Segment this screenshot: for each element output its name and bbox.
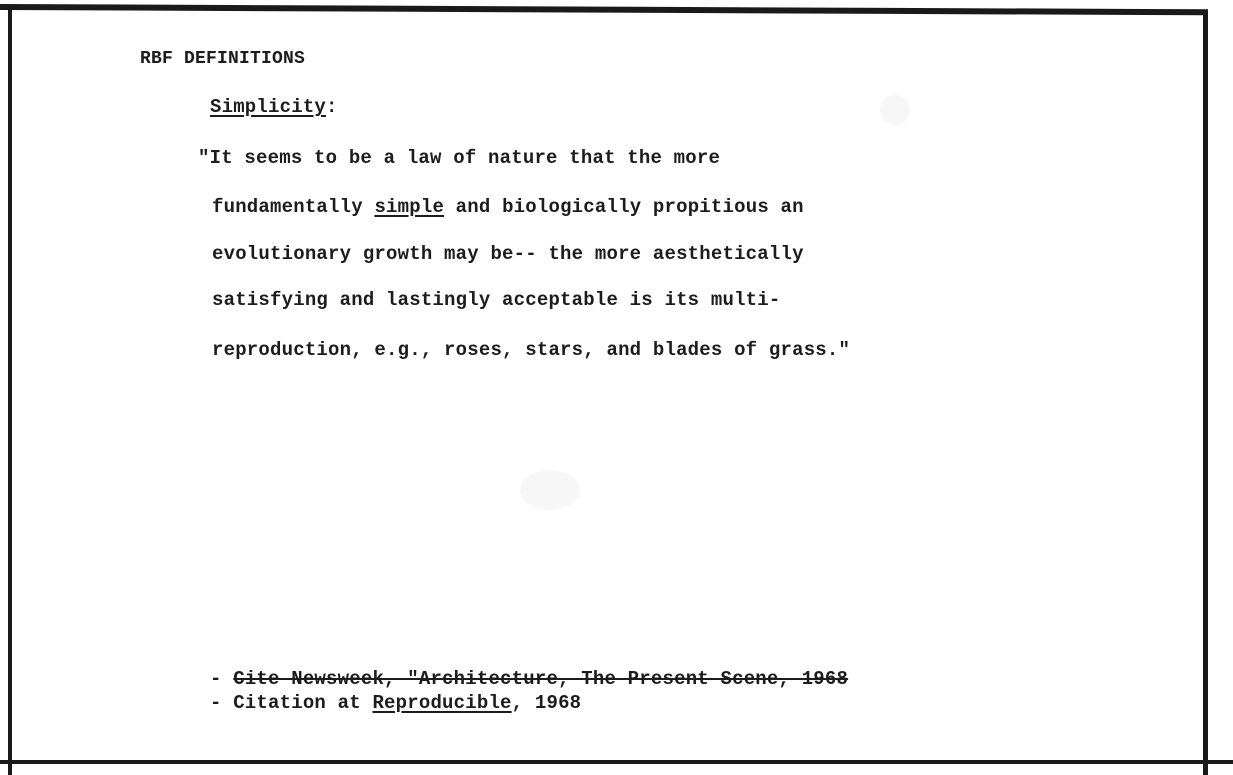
quote-line-1: "It seems to be a law of nature that the more	[198, 147, 721, 169]
quote-line-2-end: and biologically propitious an	[444, 196, 804, 218]
card-border-top	[0, 4, 1208, 15]
paper-smudge	[880, 95, 910, 125]
quote-line-2	[212, 195, 804, 219]
card-border-bottom	[0, 760, 1233, 764]
struck-citation-dash: -	[210, 668, 234, 690]
struck-citation	[210, 667, 848, 691]
struck-citation-text: Cite Newsweek, "Architecture, The Present Scene, 1968	[233, 668, 849, 690]
term-heading	[210, 95, 338, 119]
paper-smudge	[520, 470, 580, 510]
term-colon: :	[326, 96, 338, 118]
citation-prefix: - Citation at	[210, 692, 373, 714]
quote-line-5: reproduction, e.g., roses, stars, and blades of grass."	[212, 339, 851, 361]
page-title: RBF DEFINITIONS	[140, 49, 306, 69]
quote-line-2-start: fundamentally	[212, 196, 375, 218]
citation-line	[210, 691, 581, 715]
quote-line-3: evolutionary growth may be-- the more aesthetically	[212, 243, 804, 265]
card-border-right	[1203, 12, 1208, 775]
quote-line-4: satisfying and lastingly acceptable is its multi-	[212, 289, 781, 311]
card-border-left	[8, 8, 12, 775]
citation-source: Reproducible	[372, 692, 512, 714]
term-label: Simplicity	[210, 96, 327, 118]
citation-year: , 1968	[511, 692, 582, 714]
quote-emphasis: simple	[374, 196, 445, 218]
